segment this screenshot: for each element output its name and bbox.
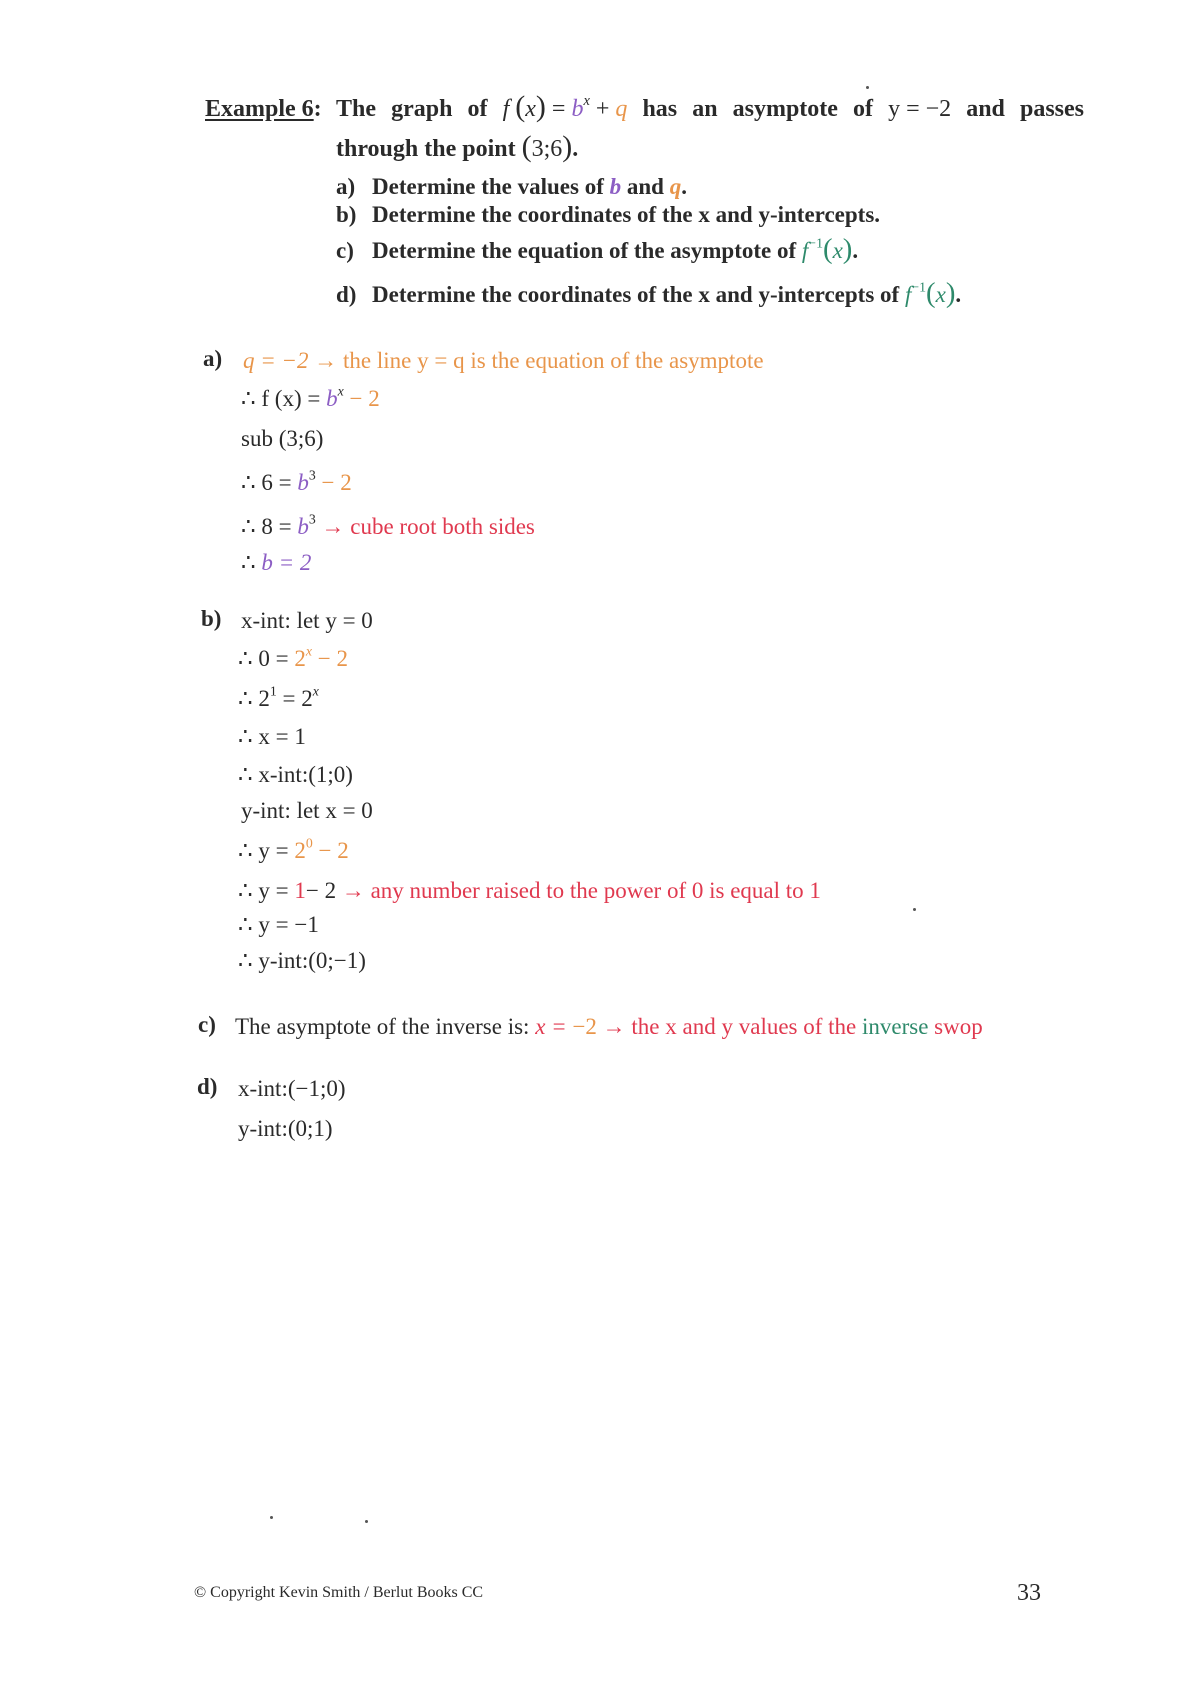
example-title: Example 6: xyxy=(205,96,322,122)
sub-question-d: d) Determine the coordinates of the x and y-intercepts of $f^{-1}(x)$. xyxy=(336,277,962,309)
scan-speck xyxy=(866,86,869,89)
solution-b-label: b) xyxy=(201,606,222,631)
solution-b-line1: x-int: let y = 0 xyxy=(241,608,373,633)
solution-d-line1: x-int:(−1;0) xyxy=(238,1076,346,1101)
solution-b-line2: ∴ 0 = 2$^x$ − 2 xyxy=(238,643,348,671)
solution-c-label: c) xyxy=(198,1012,216,1037)
page-number: 33 xyxy=(1017,1580,1041,1606)
solution-a-line1: q = −2 → the line y = q is the equation of the asymptote xyxy=(243,348,764,373)
question-line1: The graph of f $(x) = b^x + q$ has an asymptote of y = −2 and passes xyxy=(336,90,1084,123)
question-line2: through the point (3;6). xyxy=(336,130,579,163)
solution-d-label: d) xyxy=(197,1074,218,1099)
sub-question-c: c) Determine the equation of the asymptote of $f^{-1}(x)$. xyxy=(336,233,859,265)
solution-b-line9: ∴ y = −1 xyxy=(238,912,319,937)
copyright-notice: © Copyright Kevin Smith / Berlut Books CC xyxy=(194,1584,484,1601)
solution-b-line10: ∴ y-int:(0;−1) xyxy=(238,948,366,973)
solution-b-line5: ∴ x-int:(1;0) xyxy=(238,762,353,787)
solution-c-line: The asymptote of the inverse is: x = −2 → the x and y values of the inverse swop xyxy=(235,1014,983,1039)
solution-a-line3: sub (3;6) xyxy=(241,426,324,451)
scan-speck xyxy=(913,908,916,911)
function-definition: f $(x) = b^x + q$ xyxy=(502,90,628,123)
asymptote-equation: y = −2 xyxy=(888,96,952,122)
solution-b-line7: ∴ $y = 2^0 - 2$ xyxy=(238,835,349,863)
solution-b-line8: ∴ y = 1− 2 → any number raised to the power of 0 is equal to 1 xyxy=(238,878,821,903)
solution-a-line4: ∴ $6 = b^3 - 2$ xyxy=(241,467,352,495)
solution-a-line2: ∴ f $(x) = b^x - 2$ xyxy=(241,383,380,411)
solution-a-line5: ∴ $8 = b^3$ → cube root both sides xyxy=(241,511,535,539)
sub-question-b: b) Determine the coordinates of the x and y-intercepts. xyxy=(336,202,881,227)
sub-question-a: a) Determine the values of b and q. xyxy=(336,174,687,199)
solution-b-line4: ∴ x = 1 xyxy=(238,724,306,749)
solution-b-line3: ∴ $2^1 = 2^x$ xyxy=(238,683,319,711)
scan-speck xyxy=(365,1520,368,1523)
solution-b-line6: y-int: let x = 0 xyxy=(241,798,373,823)
scan-speck xyxy=(270,1516,273,1519)
solution-a-label: a) xyxy=(203,346,223,371)
solution-d-line2: y-int:(0;1) xyxy=(238,1116,333,1141)
solution-a-line6: ∴ b = 2 xyxy=(241,550,312,575)
